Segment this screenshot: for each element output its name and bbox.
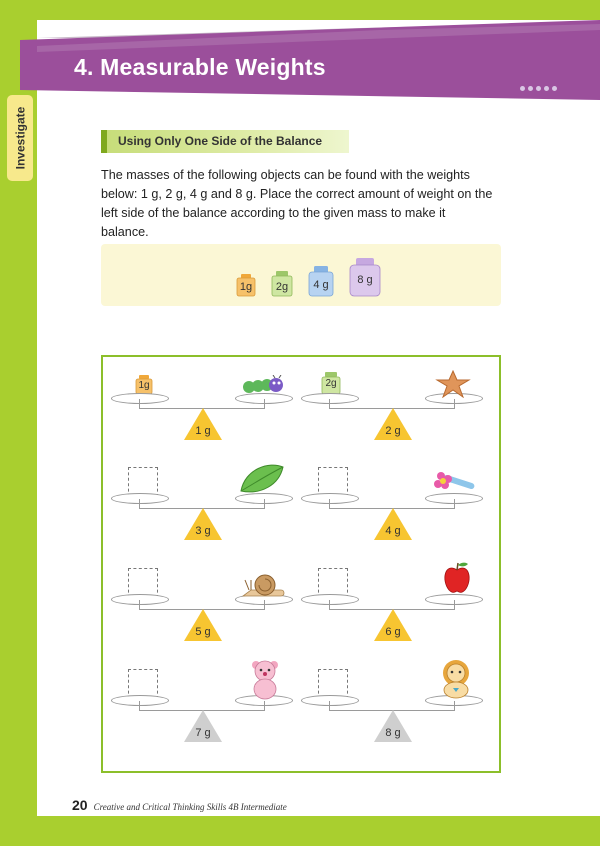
weight-2g-label: 2g bbox=[275, 281, 289, 293]
weights-palette bbox=[101, 244, 501, 306]
balances-panel bbox=[101, 355, 501, 773]
balance-mass-label: 3 g bbox=[195, 525, 211, 537]
weight-8g[interactable] bbox=[349, 257, 381, 297]
instructions-text: The masses of the following objects can be found with the weights below: 1 g, 2 g, 4 g and 8 g. Place the correct amount of weight on the left side of the balance according to the given mass to make it balance. bbox=[101, 168, 493, 239]
left-weight-2g-label: 2g bbox=[325, 378, 337, 389]
balance-8g bbox=[301, 669, 501, 773]
balance-mass-label: 6 g bbox=[385, 626, 401, 638]
decorative-dots bbox=[520, 86, 557, 91]
snail-icon bbox=[241, 574, 287, 602]
flower-hairclip-icon bbox=[431, 469, 477, 499]
lion-toy-icon bbox=[437, 659, 475, 703]
apple-icon bbox=[441, 560, 473, 598]
weight-4g[interactable] bbox=[308, 265, 334, 297]
balance-mass-label: 5 g bbox=[195, 626, 211, 638]
balance-mass-label: 1 g bbox=[195, 425, 211, 437]
balance-6g bbox=[301, 568, 501, 672]
balance-5g bbox=[111, 568, 311, 672]
balance-2g bbox=[301, 367, 501, 471]
weight-4g-label: 4 g bbox=[313, 279, 329, 291]
weight-2g[interactable] bbox=[271, 270, 293, 297]
weight-1g[interactable] bbox=[236, 273, 256, 297]
book-title: Creative and Critical Thinking Skills 4B Intermediate bbox=[93, 802, 287, 812]
left-weight-1g-label: 1g bbox=[138, 380, 150, 391]
investigate-tab-label-wrap bbox=[7, 95, 33, 181]
page-title: 4. Measurable Weights bbox=[74, 54, 326, 80]
investigate-tab-label: Investigate bbox=[13, 106, 28, 170]
teddy-bear-icon bbox=[249, 659, 283, 705]
page-number: 20 bbox=[72, 797, 88, 813]
section-heading: Using Only One Side of the Balance bbox=[101, 130, 349, 153]
caterpillar-icon bbox=[241, 375, 287, 399]
page-footer bbox=[72, 797, 287, 813]
balance-7g bbox=[111, 669, 311, 773]
balance-mass-label: 7 g bbox=[195, 727, 211, 739]
left-weight-2g[interactable] bbox=[321, 372, 341, 395]
balance-mass-label: 4 g bbox=[385, 525, 401, 537]
balance-1g bbox=[111, 367, 311, 471]
leaf-icon bbox=[239, 461, 285, 501]
weight-8g-label: 8 g bbox=[357, 274, 373, 286]
balance-mass-label: 2 g bbox=[385, 425, 401, 437]
left-weight-1g[interactable] bbox=[135, 375, 153, 395]
weight-1g-label: 1g bbox=[239, 281, 253, 293]
balance-3g bbox=[111, 467, 311, 571]
balance-mass-label: 8 g bbox=[385, 727, 401, 739]
starfish-icon bbox=[435, 370, 471, 402]
balance-4g bbox=[301, 467, 501, 571]
